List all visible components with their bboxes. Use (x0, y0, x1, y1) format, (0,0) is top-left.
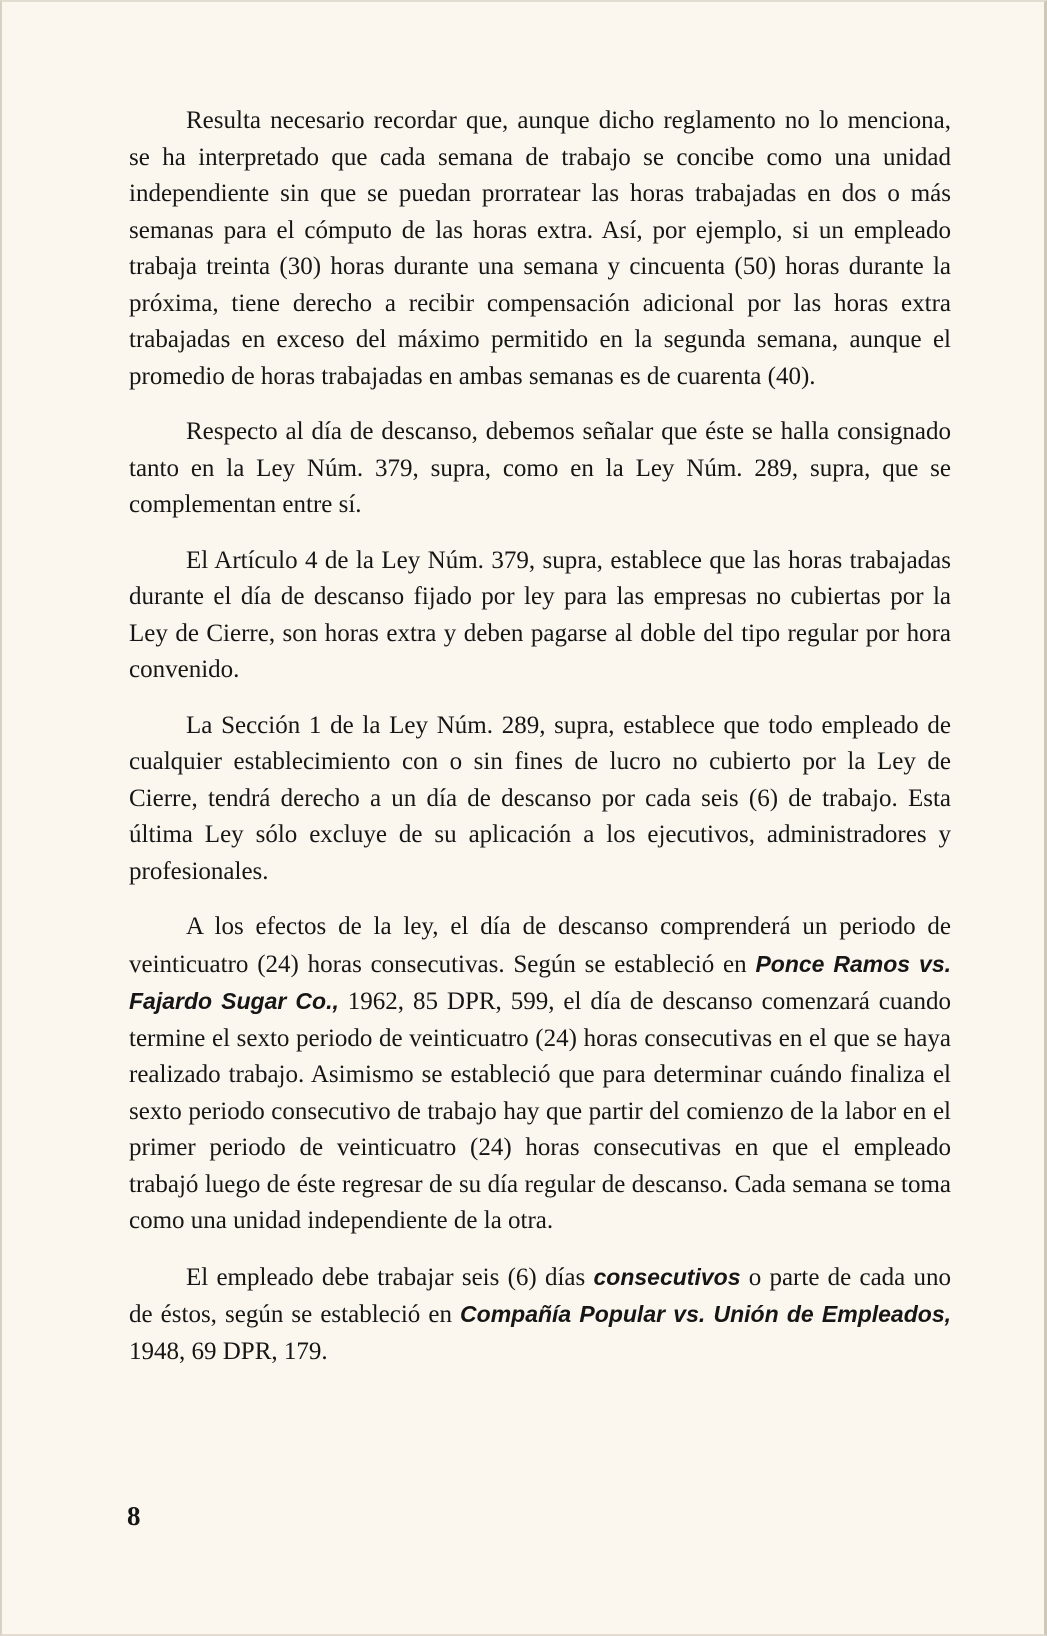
paragraph-rest-day-period (129, 909, 951, 1240)
case-citation: Compañía Popular vs. Unión de Empleados, (460, 1301, 951, 1327)
paragraph-consecutive-days (129, 1259, 951, 1371)
body-text (129, 103, 951, 1389)
paragraph-rest-day-intro: Respecto al día de descanso, debemos señalar que éste se halla consignado tanto en la Ley Núm. 379, supra, como en la Ley Núm. 289, supra, que se complementan entre sí. (129, 418, 951, 518)
paragraph-text-part: 1948, 69 DPR, 179. (129, 1337, 328, 1365)
case-citation: Ponce Ramos vs. Fajardo Sugar Co., (129, 950, 951, 1014)
paragraph-section-1: La Sección 1 de la Ley Núm. 289, supra, establece que todo empleado de cualquier establecimiento con o sin fines de lucro no cubierto por la Ley de Cierre, tendrá derecho a un día de descanso por cada seis (6) de trabajo. Esta última Ley sólo excluye de su aplicación a los ejecutivos, administradores y profesionales. (129, 711, 951, 885)
paragraph-text-part: 1962, 85 DPR, 599, el día de descanso comenzará cuando termine el sexto periodo de veinticuatro (24) horas consecutivas en el que se haya realizado trabajo. Asimismo se estableció que para determinar cuándo finaliza el sexto periodo consecutivo de trabajo hay que partir del comienzo de la labor en el primer periodo de veinticuatro (24) horas consecutivas en que el empleado trabajó luego de éste regresar de su día regular de descanso. Cada semana se toma como una unidad independiente de la otra. (129, 988, 951, 1234)
paragraph-text-part: o parte de cada uno de éstos, según se estableció en (129, 1263, 951, 1328)
paragraph-text-part: A los efectos de la ley, el día de descanso comprenderá un periodo de veinticuatro (24) horas consecutivas. Según se estableció en (129, 913, 951, 978)
paragraph-article-4: El Artículo 4 de la Ley Núm. 379, supra, establece que las horas trabajadas durante el día de descanso fijado por ley para las empresas no cubiertas por la Ley de Cierre, son horas extra y deben pagarse al doble del tipo regular por hora convenido. (129, 546, 951, 683)
paragraph-overtime-weeks: Resulta necesario recordar que, aunque dicho reglamento no lo menciona, se ha interpretado que cada semana de trabajo se concibe como una unidad independiente sin que se puedan prorratear las horas trabajadas en dos o más semanas para el cómputo de las horas extra. Así, por ejemplo, si un empleado trabaja treinta (30) horas durante una semana y cincuenta (50) horas durante la próxima, tiene derecho a recibir compensación adicional por las horas extra trabajadas en exceso del máximo permitido en la segunda semana, aunque el promedio de horas trabajadas en ambas semanas es de cuarenta (40). (129, 107, 951, 390)
page-number: 8 (127, 1501, 141, 1531)
emphasized-word: consecutivos (593, 1263, 741, 1290)
paragraph-text-part: El empleado debe trabajar seis (6) días (186, 1263, 594, 1291)
